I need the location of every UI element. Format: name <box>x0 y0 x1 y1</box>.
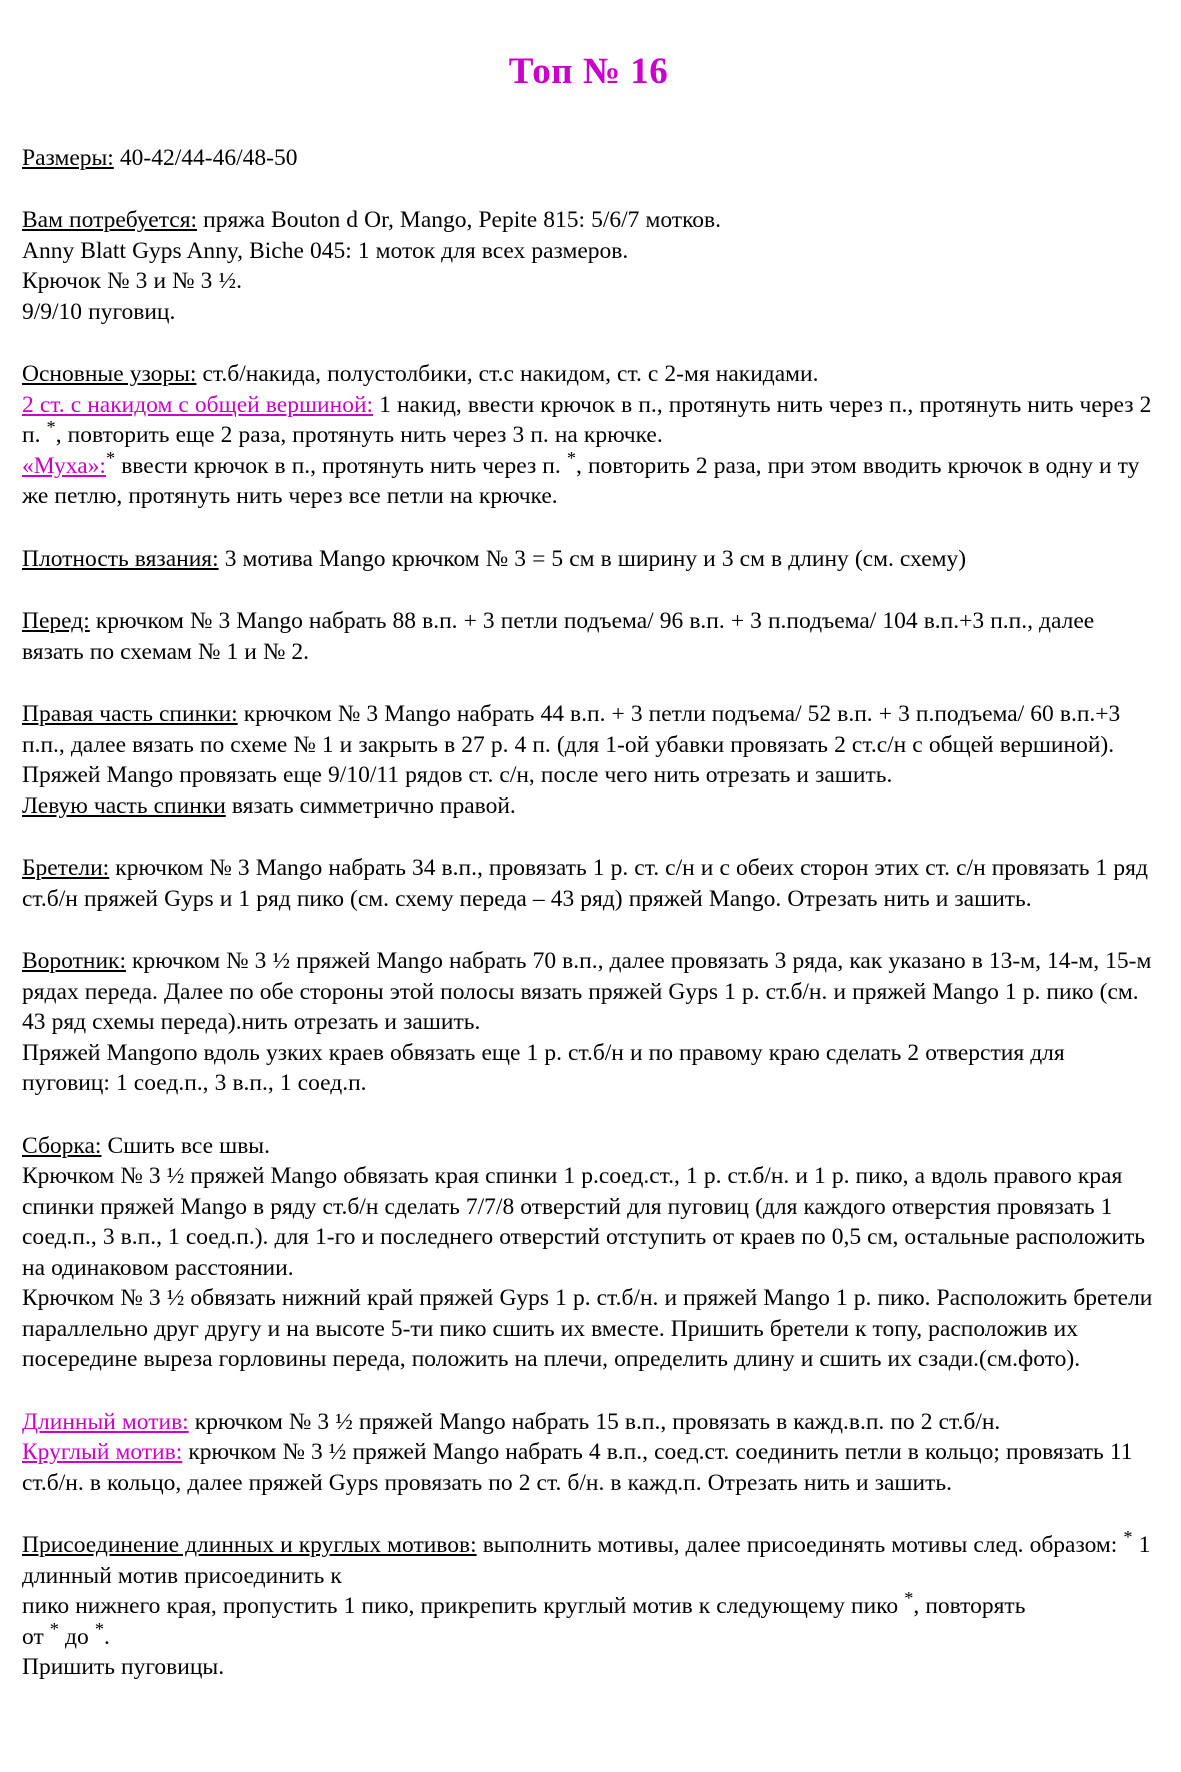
section-straps <box>22 853 1155 914</box>
back-right-line <box>22 699 1155 791</box>
patterns-label: Основные узоры: <box>22 361 197 388</box>
collar-line <box>22 946 1155 1038</box>
cluster-stitch-text-a: 1 накид, ввести крючок в п., протянуть нить через п., протянуть нить через 2 п. <box>22 391 1152 449</box>
gauge-label: Плотность вязания: <box>22 545 219 572</box>
materials-line-1 <box>22 205 1155 236</box>
straps-label: Бретели: <box>22 855 110 882</box>
muha-stitch-text-b: , повторить 2 раза, при этом вводить крючок в одну и ту же петлю, протянуть нить через все петли на крючке. <box>22 452 1140 510</box>
joining-line3-a: от <box>22 1623 50 1650</box>
section-motifs <box>22 1407 1155 1499</box>
materials-yarn-text: пряжа Bouton d Or, Mango, Pepite 815: 5/6/7 мотков. <box>197 207 722 234</box>
joining-text-a: выполнить мотивы, далее присоединять мотивы след. образом: <box>476 1532 1124 1559</box>
assembly-text: Сшить все швы. <box>101 1132 270 1159</box>
sizes-value: 40-42/44-46/48-50 <box>113 144 298 171</box>
sizes-line <box>22 143 1155 174</box>
long-motif-label: Длинный мотив: <box>22 1408 189 1435</box>
joining-line-3 <box>22 1618 1155 1653</box>
front-text: крючком № 3 Mango набрать 88 в.п. + 3 петли подъема/ 96 в.п. + 3 п.подъема/ 104 в.п.+3 п.п., далее вязать по схемам № 1 и № 2. <box>22 608 1095 665</box>
back-right-text: крючком № 3 Mango набрать 44 в.п. + 3 петли подъема/ 52 в.п. + 3 п.подъема/ 60 в.п.+3 п.п., далее вязать по схеме № 1 и закрыть в 27 р. 4 п. (для 1-ой убавки провязать 2 ст.с/н с общей вершиной). Пряжей Mango провязать еще 9/10/11 рядов ст. с/н, после чего нить отрезать и зашить. <box>22 701 1121 789</box>
straps-text: крючком № 3 Mango набрать 34 в.п., провязать 1 р. ст. с/н и с обеих сторон этих ст. с/н провязать 1 ряд ст.б/н пряжей Gyps и 1 ряд пико (см. схему переда – 43 ряд) пряжей Mango. Отрезать нить и зашить. <box>22 855 1148 912</box>
muha-stitch-text-a: ввести крючок в п., протянуть нить через п. <box>115 452 567 479</box>
section-front <box>22 606 1155 667</box>
joining-line2-b: , повторять <box>913 1593 1026 1620</box>
asterisk-marker: * <box>105 447 116 468</box>
patterns-muha-line <box>22 447 1155 512</box>
muha-stitch-label: «Муха»: <box>22 452 106 479</box>
back-left-label: Левую часть спинки <box>22 792 226 819</box>
section-assembly <box>22 1131 1155 1375</box>
page-title: Топ № 16 <box>508 51 669 92</box>
materials-line-2: Anny Blatt Gyps Anny, Biche 045: 1 моток для всех размеров. <box>22 237 629 264</box>
gauge-line <box>22 544 1155 575</box>
asterisk-marker: * <box>566 447 577 468</box>
asterisk-marker: * <box>94 1618 104 1639</box>
section-sizes <box>22 143 1155 174</box>
front-line <box>22 606 1155 667</box>
back-right-label: Правая часть спинки: <box>22 701 238 728</box>
long-motif-line <box>22 1407 1155 1438</box>
assembly-label: Сборка: <box>22 1132 102 1159</box>
long-motif-text: крючком № 3 ½ пряжей Mango набрать 15 в.п., провязать в кажд.в.п. по 2 ст.б/н. <box>188 1408 1001 1435</box>
patterns-cluster-line <box>22 390 1155 451</box>
patterns-main-line <box>22 359 1155 390</box>
sizes-label: Размеры: <box>22 144 114 171</box>
joining-label: Присоединение длинных и круглых мотивов: <box>22 1532 477 1559</box>
section-gauge <box>22 544 1155 575</box>
patterns-text: ст.б/накида, полустолбики, ст.с накидом, ст. с 2-мя накидами. <box>196 361 819 388</box>
back-left-line <box>22 791 1155 822</box>
joining-line3-b: до <box>58 1623 95 1650</box>
back-left-text: вязать симметрично правой. <box>225 792 516 819</box>
section-collar <box>22 946 1155 1099</box>
materials-line-4: 9/9/10 пуговиц. <box>22 298 176 325</box>
assembly-line-3: Крючком № 3 ½ обвязать нижний край пряжей Gyps 1 р. ст.б/н. и пряжей Mango 1 р. пико. Расположить бретели параллельно друг другу и на высоте 5-ти пико сшить их вместе. Пришить бретели к топу, расположив их посередине выреза горловины переда, положить на плечи, определить длину и сшить их сзади.(см.фото). <box>22 1285 1153 1373</box>
cluster-stitch-text-b: , повторить еще 2 раза, протянуть нить через 3 п. на крючке. <box>55 422 663 449</box>
section-joining <box>22 1527 1155 1683</box>
round-motif-line <box>22 1437 1155 1498</box>
materials-label: Вам потребуется: <box>22 207 198 234</box>
round-motif-text: крючком № 3 ½ пряжей Mango набрать 4 в.п., соед.ст. соединить петли в кольцо; провязать 11 ст.б/н. в кольцо, далее пряжей Gyps провязать по 2 ст. б/н. в кажд.п. Отрезать нить и зашить. <box>22 1439 1133 1496</box>
round-motif-label: Круглый мотив: <box>22 1439 183 1466</box>
assembly-line-2: Крючком № 3 ½ пряжей Mango обвязать края спинки 1 р.соед.ст., 1 р. ст.б/н. и 1 р. пико, а вдоль правого края спинки пряжей Mango в ряду ст.б/н сделать 7/7/8 отверстий для пуговиц (для каждого отверстия провязать 1 соед.п., 3 в.п., 1 соед.п.). для 1-го и последнего отверстий отступить от краев по 0,5 см, остальные расположить на одинаковом расстоянии. <box>22 1163 1146 1281</box>
straps-line <box>22 853 1155 914</box>
joining-line2-a: пико нижнего края, пропустить 1 пико, прикрепить круглый мотив к следующему пико <box>22 1593 905 1620</box>
section-back <box>22 699 1155 821</box>
asterisk-marker: * <box>1123 1527 1133 1548</box>
section-patterns <box>22 359 1155 512</box>
materials-line-3: Крючок № 3 и № 3 ½. <box>22 268 242 295</box>
joining-text-b: 1 длинный мотив присоединить к <box>22 1532 1151 1589</box>
collar-text: крючком № 3 ½ пряжей Mango набрать 70 в.п., далее провязать 3 ряда, как указано в 13-м, 14-м, 15-м рядах переда. Далее по обе стороны этой полосы вязать пряжей Gyps 1 р. ст.б/н. и пряжей Mango 1 р. пико (см. 43 ряд схемы переда).нить отрезать и зашить. <box>22 948 1152 1036</box>
asterisk-marker: * <box>49 1618 59 1639</box>
sew-buttons-line: Пришить пуговицы. <box>22 1654 225 1681</box>
joining-line-2 <box>22 1588 1155 1622</box>
front-label: Перед: <box>22 608 90 635</box>
gauge-text: 3 мотива Mango крючком № 3 = 5 см в ширину и 3 см в длину (см. схему) <box>218 545 967 572</box>
section-materials <box>22 205 1155 327</box>
assembly-line <box>22 1131 1155 1162</box>
asterisk-marker: * <box>904 1588 914 1609</box>
collar-line-2: Пряжей Mangoпо вдоль узких краев обвязать еще 1 р. ст.б/н и по правому краю сделать 2 отверстия для пуговиц: 1 соед.п., 3 в.п., 1 соед.п. <box>22 1039 1065 1097</box>
cluster-stitch-label: 2 ст. с накидом с общей вершиной: <box>22 391 374 418</box>
collar-label: Воротник: <box>22 948 126 975</box>
joining-line3-c: . <box>104 1623 110 1650</box>
joining-line-1 <box>22 1527 1155 1591</box>
asterisk-marker: * <box>46 417 56 438</box>
